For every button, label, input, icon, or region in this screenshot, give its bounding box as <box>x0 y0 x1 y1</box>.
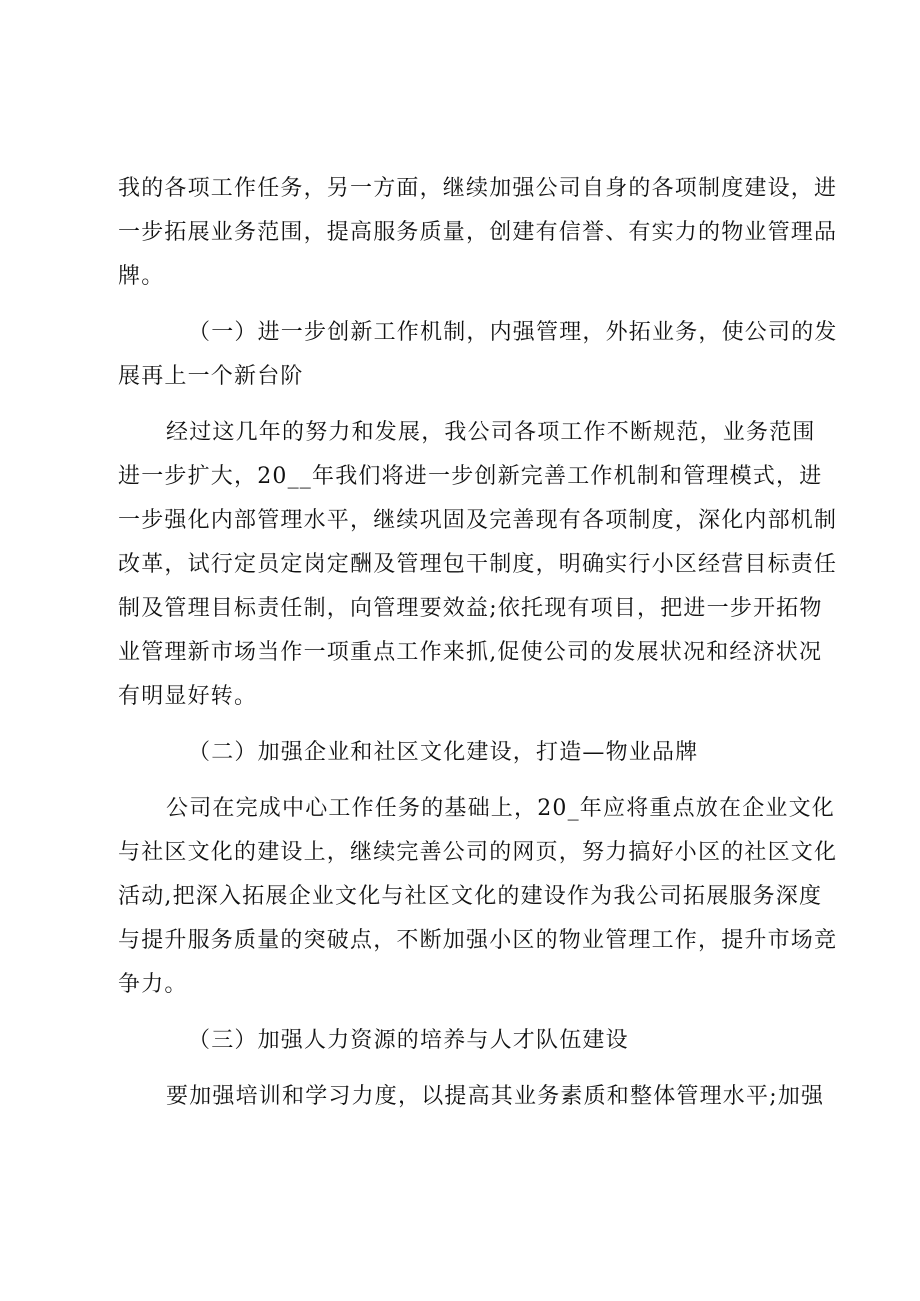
section-heading-3: （三）加强人力资源的培养与人才队伍建设 <box>188 1028 629 1053</box>
section-heading-1: （一）进一步创新工作机制，内强管理，外拓业务，使公司的发 <box>188 320 838 345</box>
body-text-line: 我的各项工作任务，另一方面，继续加强公司自身的各项制度建设，进 <box>118 176 838 201</box>
section-heading-1-continuation: 展再上一个新台阶 <box>118 364 304 389</box>
body-text-line: 进一步扩大，20__年我们将进一步创新完善工作机制和管理模式，进 <box>118 464 823 489</box>
body-text-line: 牌。 <box>118 264 165 289</box>
section-heading-2: （二）加强企业和社区文化建设，打造—物业品牌 <box>188 740 699 765</box>
body-text-line: 业管理新市场当作一项重点工作来抓,促使公司的发展状况和经济状况 <box>118 640 823 665</box>
body-text-line: 有明显好转。 <box>118 684 258 709</box>
body-text-line: 争力。 <box>118 972 188 997</box>
paragraph-2-first-line: 公司在完成中心工作任务的基础上，20_年应将重点放在企业文化 <box>166 796 835 821</box>
body-text-line: 一步强化内部管理水平，继续巩固及完善现有各项制度，深化内部机制 <box>118 508 838 533</box>
body-text-line: 制及管理目标责任制，向管理要效益;依托现有项目，把进一步开拓物 <box>118 596 823 621</box>
body-text-line: 改革，试行定员定岗定酬及管理包干制度，明确实行小区经营目标责任 <box>118 552 838 577</box>
body-text-line: 活动,把深入拓展企业文化与社区文化的建设作为我公司拓展服务深度 <box>118 884 823 909</box>
paragraph-1-first-line: 经过这几年的努力和发展，我公司各项工作不断规范，业务范围 <box>166 420 816 445</box>
body-text-line: 与社区文化的建设上，继续完善公司的网页，努力搞好小区的社区文化 <box>118 840 838 865</box>
paragraph-3-first-line: 要加强培训和学习力度，以提高其业务素质和整体管理水平;加强 <box>166 1084 825 1109</box>
body-text-line: 一步拓展业务范围，提高服务质量，创建有信誉、有实力的物业管理品 <box>118 220 838 245</box>
body-text-line: 与提升服务质量的突破点，不断加强小区的物业管理工作，提升市场竞 <box>118 928 838 953</box>
